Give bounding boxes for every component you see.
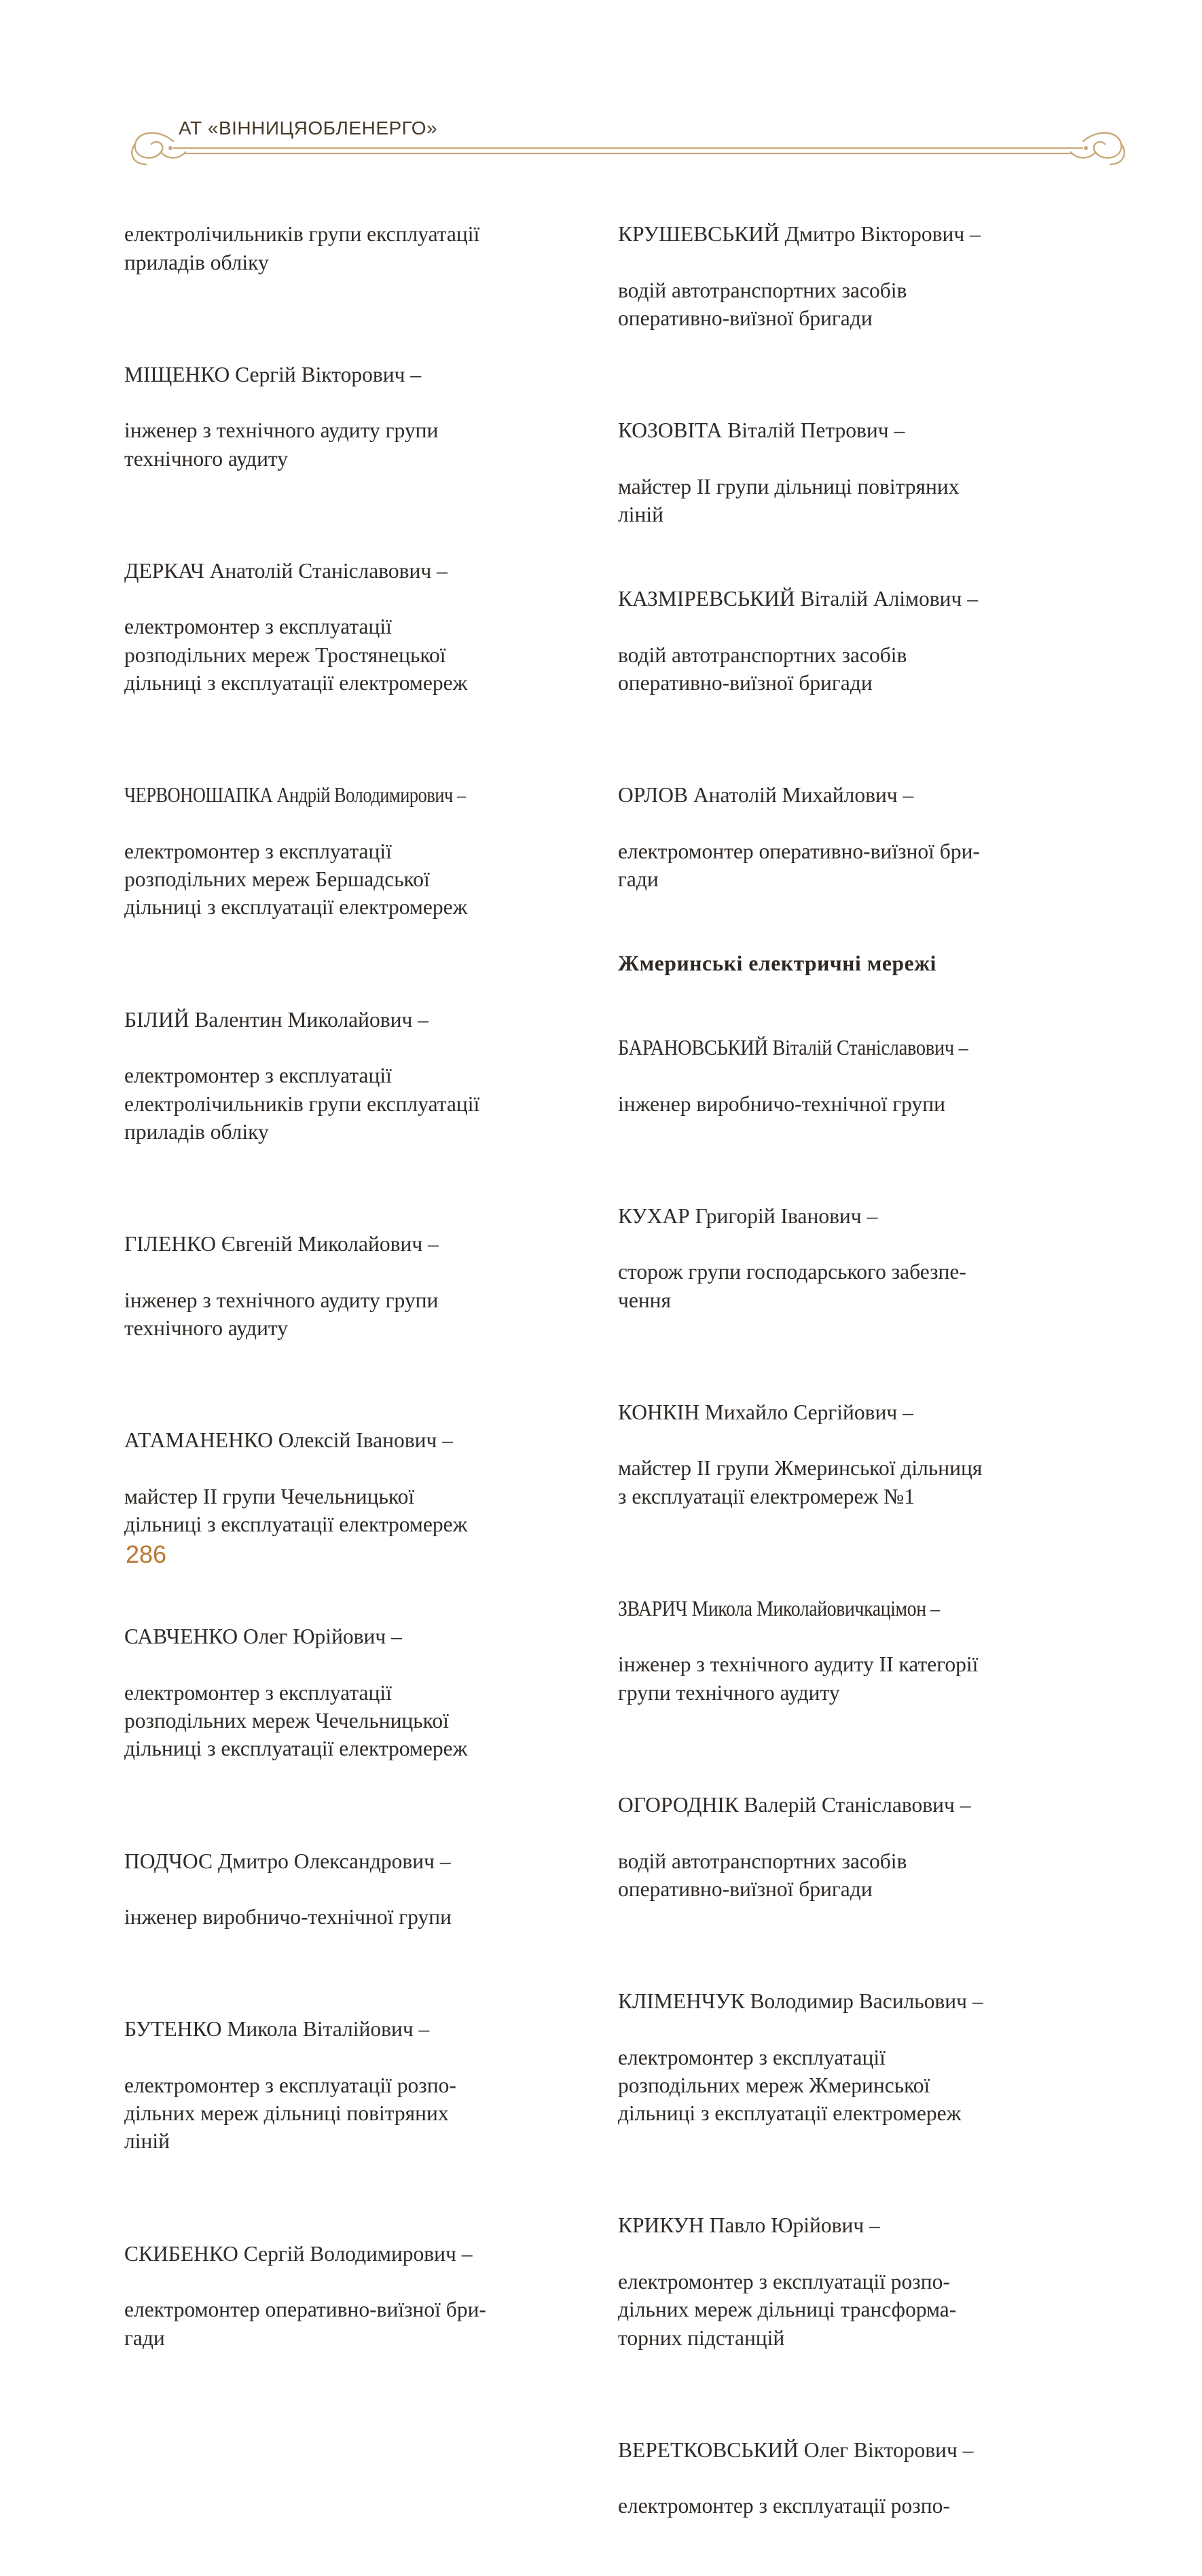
staff-name: САВЧЕНКО Олег Юрійович – [124,1625,402,1649]
staff-name: СКИБЕНКО Сергій Володимирович – [124,2241,473,2266]
staff-name: БІЛИЙ Валентин Миколайович – [124,1007,429,1032]
staff-name: БАРАНОВСЬКИЙ Віталій Станіславович – [618,1035,968,1059]
staff-entry [618,1370,1107,1538]
staff-name: БУТЕНКО Микола Віталійович – [124,2017,430,2042]
staff-name: ОРЛОВ Анатолій Михайлович – [618,783,914,808]
staff-description: електромонтер з експлуатації електролічильників групи експлуатації приладів обліку [124,1064,480,1144]
staff-entry [124,977,613,1174]
staff-name: КАЗМІРЕВСЬКИЙ Віталій Алімович – [618,587,978,611]
staff-name: ОГОРОДНІК Валерій Станіславович – [618,1792,971,1817]
staff-description: інженер виробничо-технічної групи [124,1905,452,1929]
section-heading: Жмеринські електричні мережі [618,951,936,976]
header-title: АТ «ВІННИЦЯОБЛЕНЕРГО» [179,117,438,139]
staff-description: водій автотранспортних засобів оперативно-виїзної бригади [618,642,907,695]
staff-entry [618,2408,1107,2547]
staff-name: КОЗОВІТА Віталій Петрович – [618,418,905,443]
left-column [124,192,613,2408]
staff-description: електромонтер з експлуатації розподільних мереж Бершадської дільниці з експлуатації електромереж [124,839,468,920]
staff-entry [124,332,613,501]
staff-description: електролічильників групи експлуатації приладів обліку [124,222,480,274]
staff-description: водій автотранспортних засобів оперативно-виїзної бригади [618,1849,907,1901]
staff-description: електромонтер з експлуатації розпо- [618,2494,950,2518]
staff-name: АТАМАНЕНКО Олексій Іванович – [124,1428,453,1453]
staff-description: майстер ІІ групи дільниці повітряних ліній [618,474,960,527]
staff-name: ЧЕРВОНОШАПКА Андрій Володимирович – [124,783,466,808]
staff-name: МІЩЕНКО Сергій Вікторович – [124,362,422,386]
staff-entry [124,1987,613,2183]
running-header [126,94,1131,172]
staff-entry [618,1174,1107,1342]
staff-description: майстер ІІ групи Чечельницької дільниці з експлуатації електромереж [124,1484,468,1536]
staff-description: інженер з технічного аудиту групи технічного аудиту [124,1288,439,1340]
staff-description: водій автотранспортних засобів оперативно-виїзної бригади [618,278,907,331]
staff-name: ГІЛЕНКО Євгеній Миколайович – [124,1231,439,1256]
staff-description: електромонтер з експлуатації розподільних мереж Жмеринської дільниці з експлуатації електромереж [618,2045,962,2126]
staff-entry [618,1763,1107,1931]
header-ornament [126,121,1131,172]
staff-name: КРУШЕВСЬКИЙ Дмитро Вікторович – [618,222,981,247]
staff-description: електромонтер з експлуатації розподільних мереж Тростянецької дільниці з експлуатації електромереж [124,615,468,695]
staff-entry [618,2183,1107,2380]
staff-entry [124,753,613,949]
staff-entry [124,1595,613,1791]
staff-name: КЛІМЕНЧУК Володимир Васильович – [618,1989,983,2013]
staff-entry [618,1567,1107,1735]
staff-description: електромонтер з експлуатації розпо- дільних мереж дільниці повітряних ліній [124,2073,456,2154]
staff-entry [124,1202,613,1371]
staff-name: КРИКУН Павло Юрійович – [618,2213,880,2238]
staff-entry [124,529,613,725]
staff-name: ДЕРКАЧ Анатолій Станіславович – [124,558,448,583]
staff-entry [124,1398,613,1567]
staff-entry [618,1959,1107,2156]
staff-entry [618,753,1107,922]
staff-entry [124,1819,613,1959]
staff-description: електромонтер оперативно-виїзної бри- гади [124,2298,486,2350]
staff-entry [618,557,1107,725]
staff-description: інженер з технічного аудиту ІІ категорії групи технічного аудиту [618,1652,979,1705]
staff-description: електромонтер з експлуатації розпо- дільних мереж дільниці трансформа- торних підстанцій [618,2269,957,2350]
staff-entry [124,2211,613,2380]
staff-name: КОНКІН Михайло Сергійович – [618,1400,913,1424]
staff-description: електромонтер оперативно-виїзної бри- гади [618,839,980,892]
staff-description: електромонтер з експлуатації розподільних мереж Чечельницької дільниці з експлуатації електромереж [124,1680,468,1761]
staff-entry [618,1006,1107,1146]
right-column [618,192,1107,2576]
staff-name: ПОДЧОС Дмитро Олександрович – [124,1849,451,1873]
staff-description: інженер виробничо-технічної групи [618,1091,945,1116]
staff-entry [124,192,613,304]
staff-name: ЗВАРИЧ Микола Миколайовичкацімон – [618,1596,940,1620]
page-number: 286 [126,1540,167,1568]
staff-description: інженер з технічного аудиту групи технічного аудиту [124,418,439,471]
staff-entry [618,192,1107,361]
staff-entry [618,388,1107,557]
staff-description: майстер ІІ групи Жмеринської дільниця з експлуатації електромереж №1 [618,1456,983,1508]
staff-description: сторож групи господарського забезпе- чення [618,1260,966,1312]
staff-name: КУХАР Григорій Іванович – [618,1203,878,1228]
staff-name: ВЕРЕТКОВСЬКИЙ Олег Вікторович – [618,2437,974,2462]
